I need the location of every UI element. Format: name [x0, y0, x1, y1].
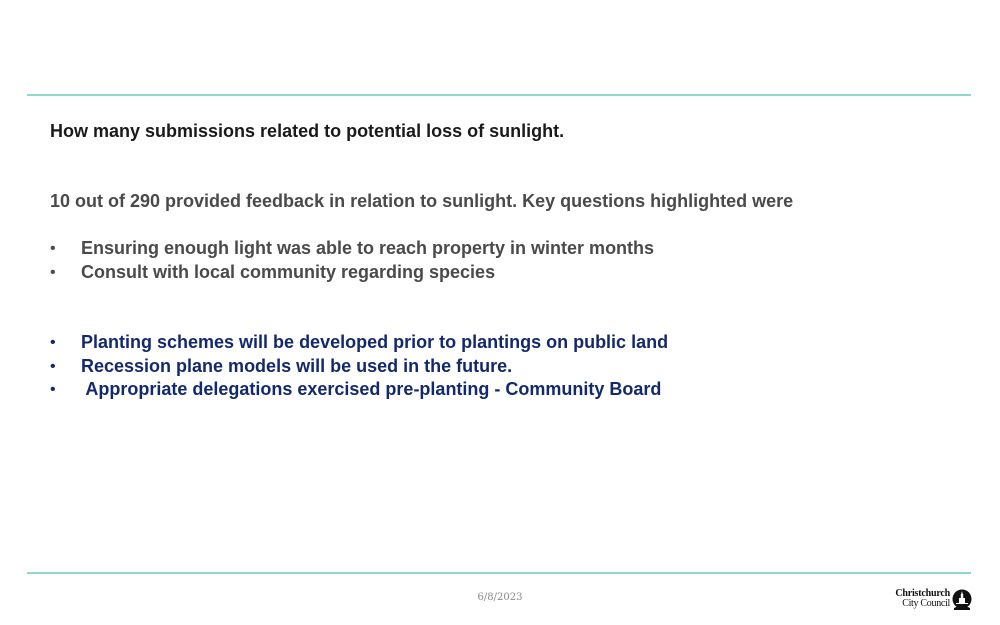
bullet-icon: •: [50, 357, 56, 375]
bullet-icon: •: [50, 381, 56, 398]
logo-wordmark: [890, 589, 950, 609]
slide-heading: How many submissions related to potential loss of sunlight.: [50, 121, 565, 141]
bullet-icon: •: [50, 240, 56, 257]
top-divider: [27, 94, 971, 96]
response-text: Recession plane models will be used in the future.: [81, 355, 513, 376]
bottom-divider: [27, 572, 971, 574]
question-text: Ensuring enough light was able to reach property in winter months: [81, 238, 655, 258]
bullet-icon: •: [50, 334, 56, 351]
logo-line-1: Christchurch: [895, 588, 950, 599]
bullet-icon: •: [50, 263, 56, 281]
response-text: Appropriate delegations exercised pre-planting - Community Board: [81, 379, 662, 399]
question-text: Consult with local community regarding species: [81, 261, 496, 282]
logo-line-2: City Council: [902, 598, 950, 609]
footer-date: 6/8/2023: [477, 592, 523, 603]
cathedral-logo-icon: [952, 589, 972, 611]
council-logo: [890, 589, 974, 613]
response-text: Planting schemes will be developed prior to plantings on public land: [81, 332, 669, 352]
intro-text: 10 out of 290 provided feedback in relation to sunlight. Key questions highlighted were: [50, 191, 794, 211]
